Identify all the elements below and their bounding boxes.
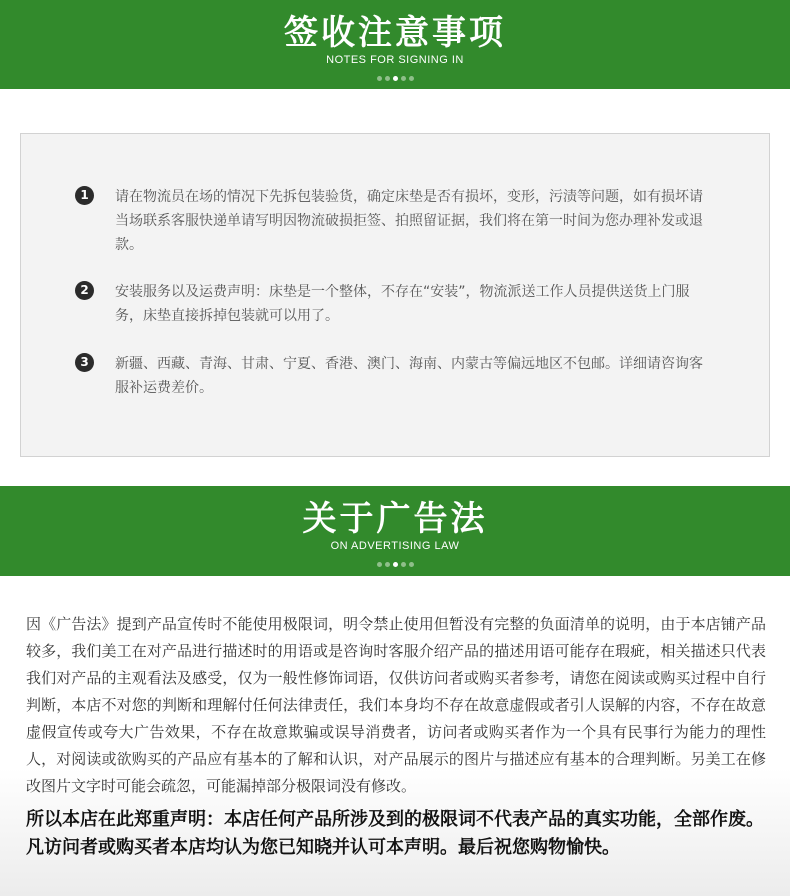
dot-icon — [385, 76, 390, 81]
dot-icon — [401, 76, 406, 81]
ad-law-section — [0, 576, 790, 896]
notes-subtitle: NOTES FOR SIGNING IN — [326, 54, 464, 66]
number-badge-icon: 3 — [75, 353, 94, 372]
dot-icon — [377, 76, 382, 81]
dot-icon — [385, 562, 390, 567]
dot-active-icon — [393, 562, 398, 567]
ad-law-subtitle: ON ADVERTISING LAW — [330, 540, 460, 552]
notes-header-banner — [0, 0, 790, 89]
dot-active-icon — [393, 76, 398, 81]
number-badge-icon: 2 — [75, 281, 94, 300]
ad-law-title: 关于广告法 — [302, 499, 488, 539]
note-item — [75, 352, 715, 400]
note-text: 新疆、西藏、青海、甘肃、宁夏、香港、澳门、海南、内蒙古等偏远地区不包邮。详细请咨询客服补运费差价。 — [115, 356, 703, 396]
ad-law-statement: 所以本店在此郑重声明：本店任何产品所涉及到的极限词不代表产品的真实功能，全部作废。凡访问者或购买者本店均认为您已知晓并认可本声明。最后祝您购物愉快。 — [26, 809, 764, 858]
note-text: 安装服务以及运费声明：床垫是一个整体，不存在“安装”，物流派送工作人员提供送货上门服务，床垫直接拆掉包装就可以用了。 — [115, 284, 690, 324]
ad-law-paragraph: 因《广告法》提到产品宣传时不能使用极限词，明令禁止使用但暂没有完整的负面清单的说明，由于本店铺产品较多，我们美工在对产品进行描述时的用语或是咨询时客服介绍产品的描述用语可能存在瑕疵，相关描述只代表我们对产品的主观看法及感受，仅为一般性修饰词语，仅供访问者或购买者参考，请您在阅读或购买过程中自行判断，本店不对您的判断和理解付任何法律责任，我们本身均不存在故意虚假或者引人误解的内容，不存在故意虚假宣传或夸大广告效果，不存在故意欺骗或误导消费者，访问者或购买者作为一个具有民事行为能力的理性人，对阅读或欲购买的产品应有基本的了解和认识，对产品展示的图片与描述应有基本的合理判断。另美工在修改图片文字时可能会疏忽，可能漏掉部分极限词没有修改。 — [26, 615, 766, 795]
ad-law-header-banner — [0, 486, 790, 576]
note-item — [75, 280, 715, 328]
dot-icon — [401, 562, 406, 567]
decorative-dots — [0, 76, 790, 81]
decorative-dots — [0, 562, 790, 567]
number-badge-icon: 1 — [75, 186, 94, 205]
notes-title: 签收注意事项 — [284, 13, 506, 53]
dot-icon — [377, 562, 382, 567]
note-text: 请在物流员在场的情况下先拆包装验货，确定床垫是否有损坏，变形，污渍等问题，如有损坏请当场联系客服快递单请写明因物流破损拒签、拍照留证据，我们将在第一时间为您办理补发或退款。 — [115, 189, 703, 253]
dot-icon — [409, 76, 414, 81]
dot-icon — [409, 562, 414, 567]
notes-box — [20, 133, 770, 457]
note-item — [75, 185, 715, 257]
